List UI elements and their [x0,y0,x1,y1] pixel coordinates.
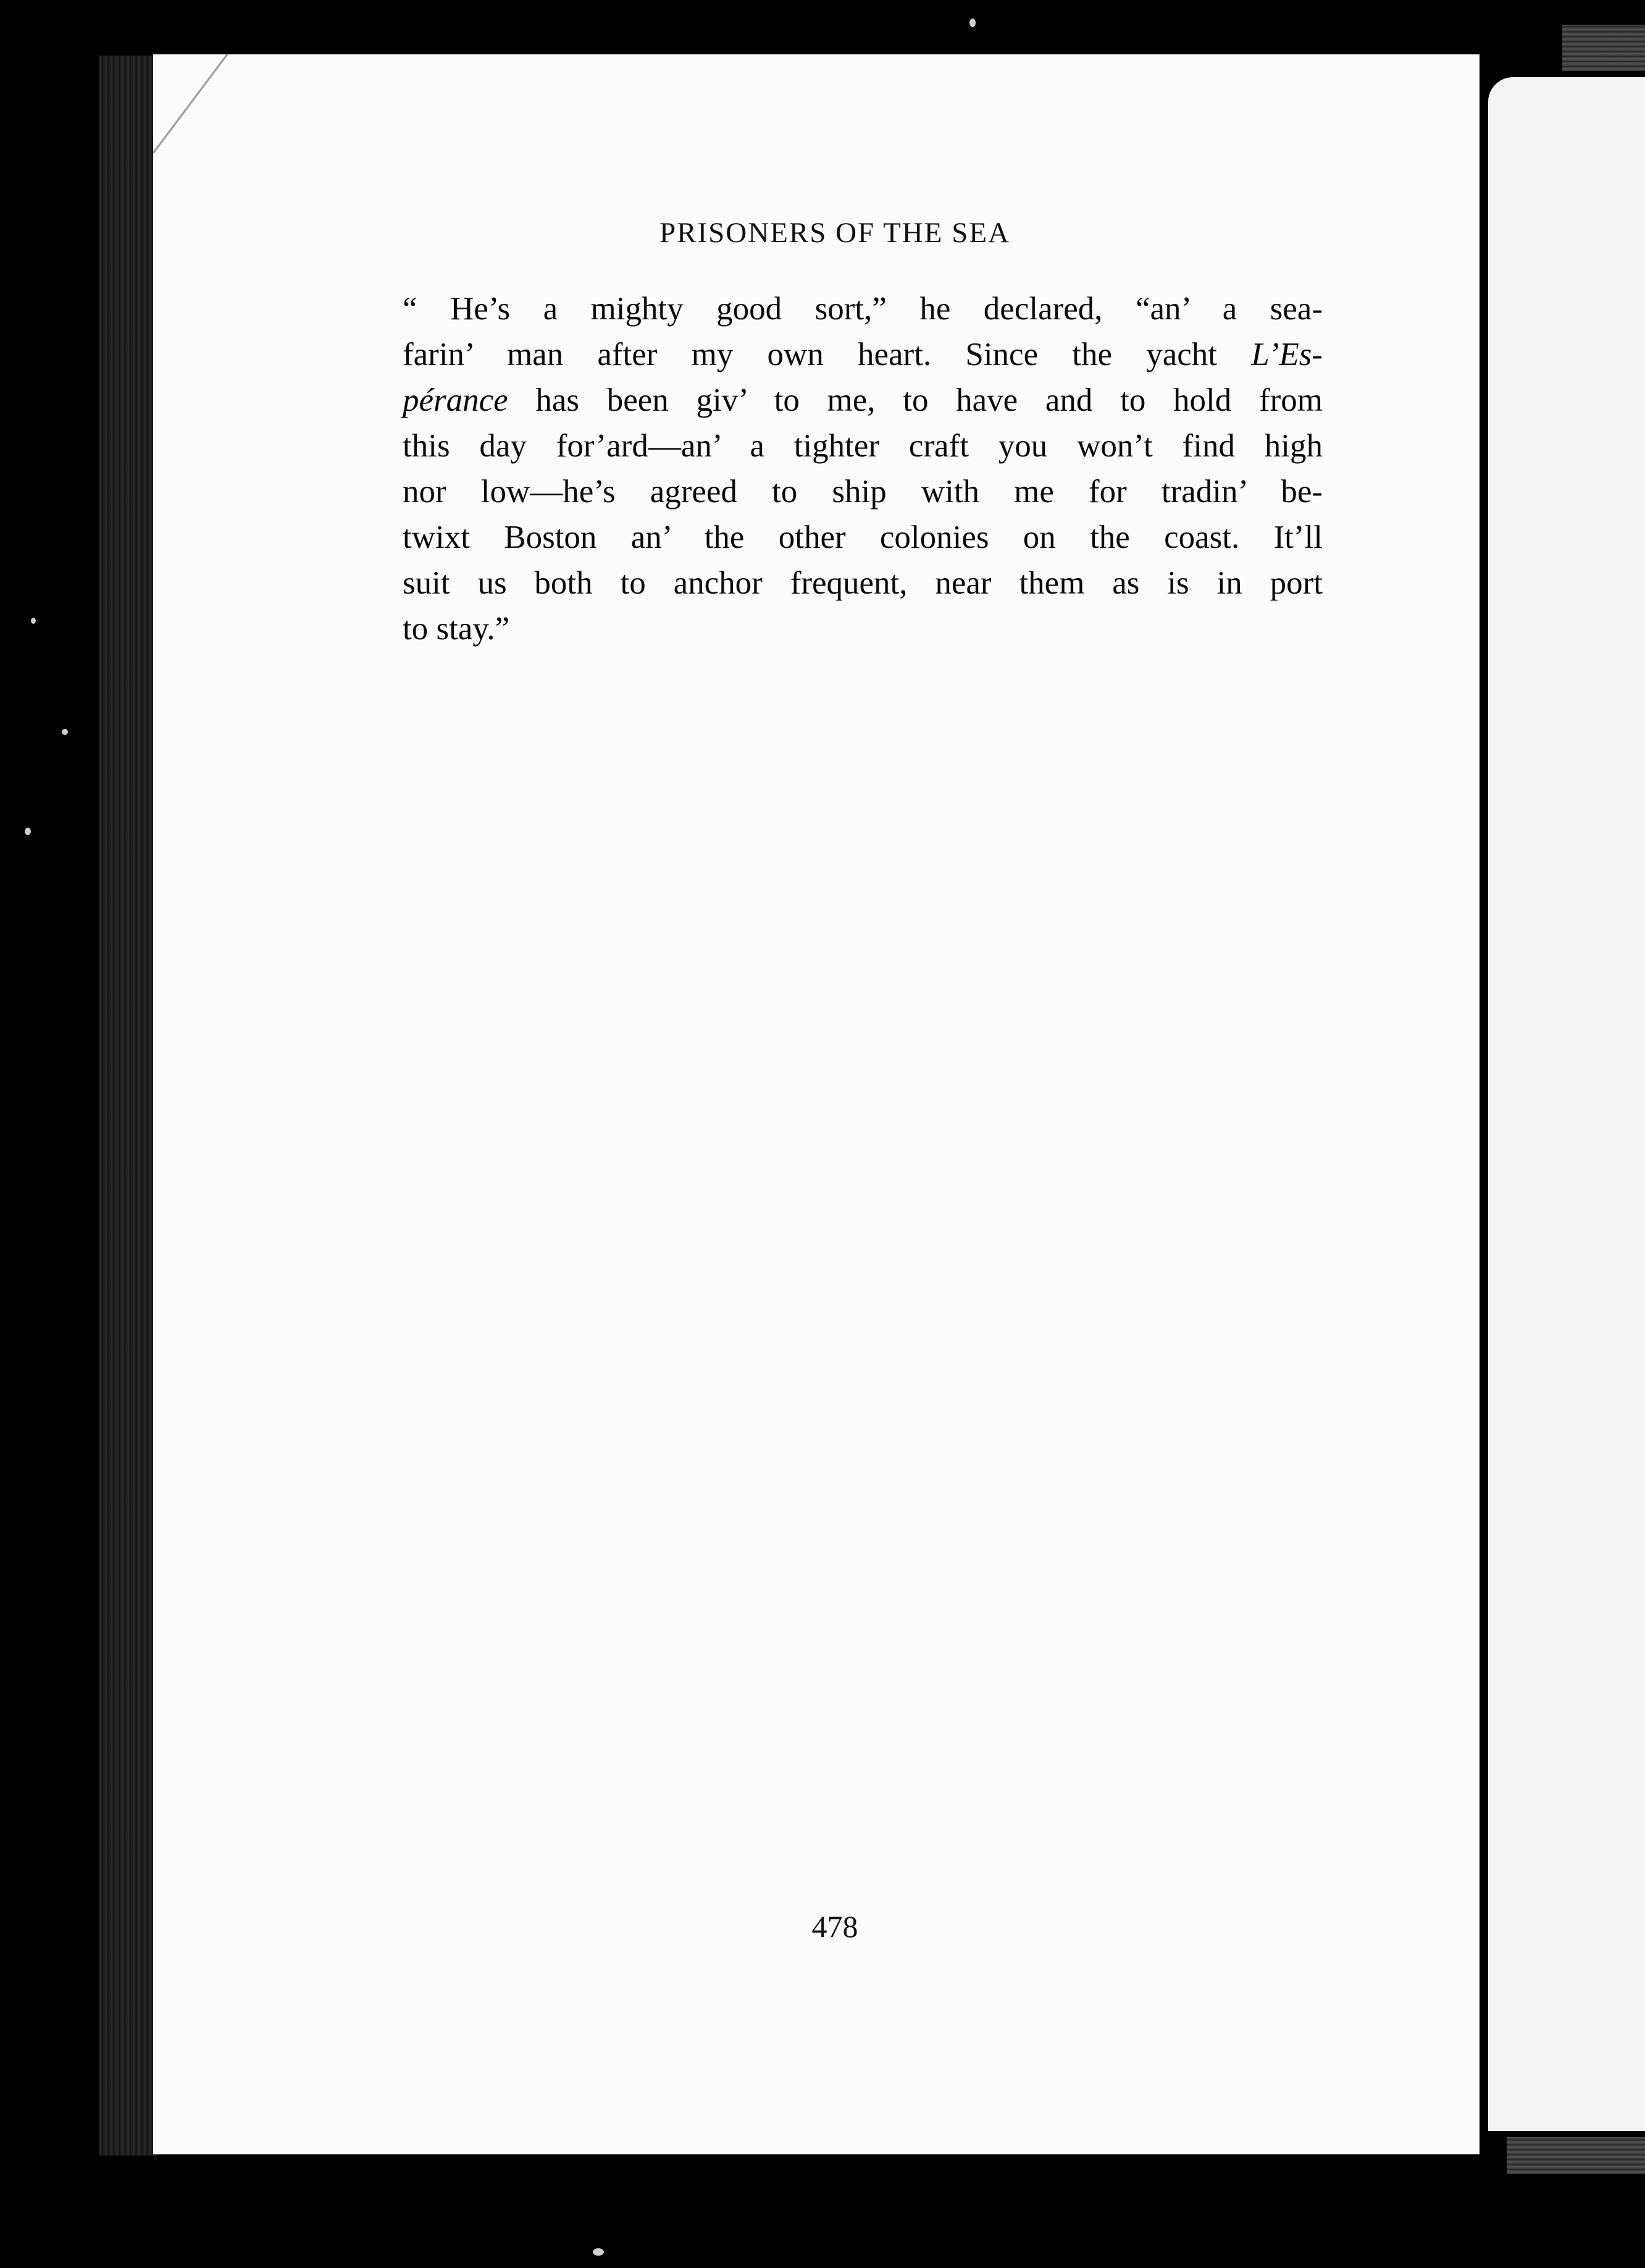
body-paragraph [403,286,1323,652]
text-run: farin’ man after my own heart. Since the yacht [403,337,1252,372]
text-run: to stay.” [403,611,510,647]
facing-page-edge-top [1562,25,1645,71]
page-fold-corner [153,54,277,178]
text-run: twixt Boston an’ the other colonies on the coast. It’ll [403,519,1323,555]
scan-speck [593,2248,604,2256]
italic-text-run: pérance [403,382,508,418]
text-line [403,469,1323,514]
text-line [403,286,1323,332]
text-run: “ He’s a mighty good sort,” he declared, “an’ a sea- [403,291,1323,327]
facing-page [1488,77,1645,2131]
scan-speck [31,618,36,624]
scan-speck [25,828,31,835]
text-run: nor low—he’s agreed to ship with me for tradin’ be- [403,474,1323,510]
text-run: suit us both to anchor frequent, near them as is in port [403,565,1323,601]
text-line [403,423,1323,469]
scan-speck [969,19,976,27]
text-run: this day for’ard—an’ a tighter craft you won’t find high [403,428,1323,464]
facing-page-edge-bottom [1507,2137,1645,2174]
scan-speck [62,729,68,735]
italic-text-run: L’Es- [1251,337,1323,372]
text-line [403,377,1323,423]
book-page [153,54,1480,2154]
text-run: has been giv’ to me, to have and to hold from [508,382,1323,418]
running-head: PRISONERS OF THE SEA [659,217,1010,249]
text-line [403,560,1323,606]
book-page-stack-left [99,56,157,2156]
text-line [403,514,1323,560]
page-number: 478 [811,1909,858,1944]
text-line [403,606,1323,652]
text-line [403,332,1323,377]
